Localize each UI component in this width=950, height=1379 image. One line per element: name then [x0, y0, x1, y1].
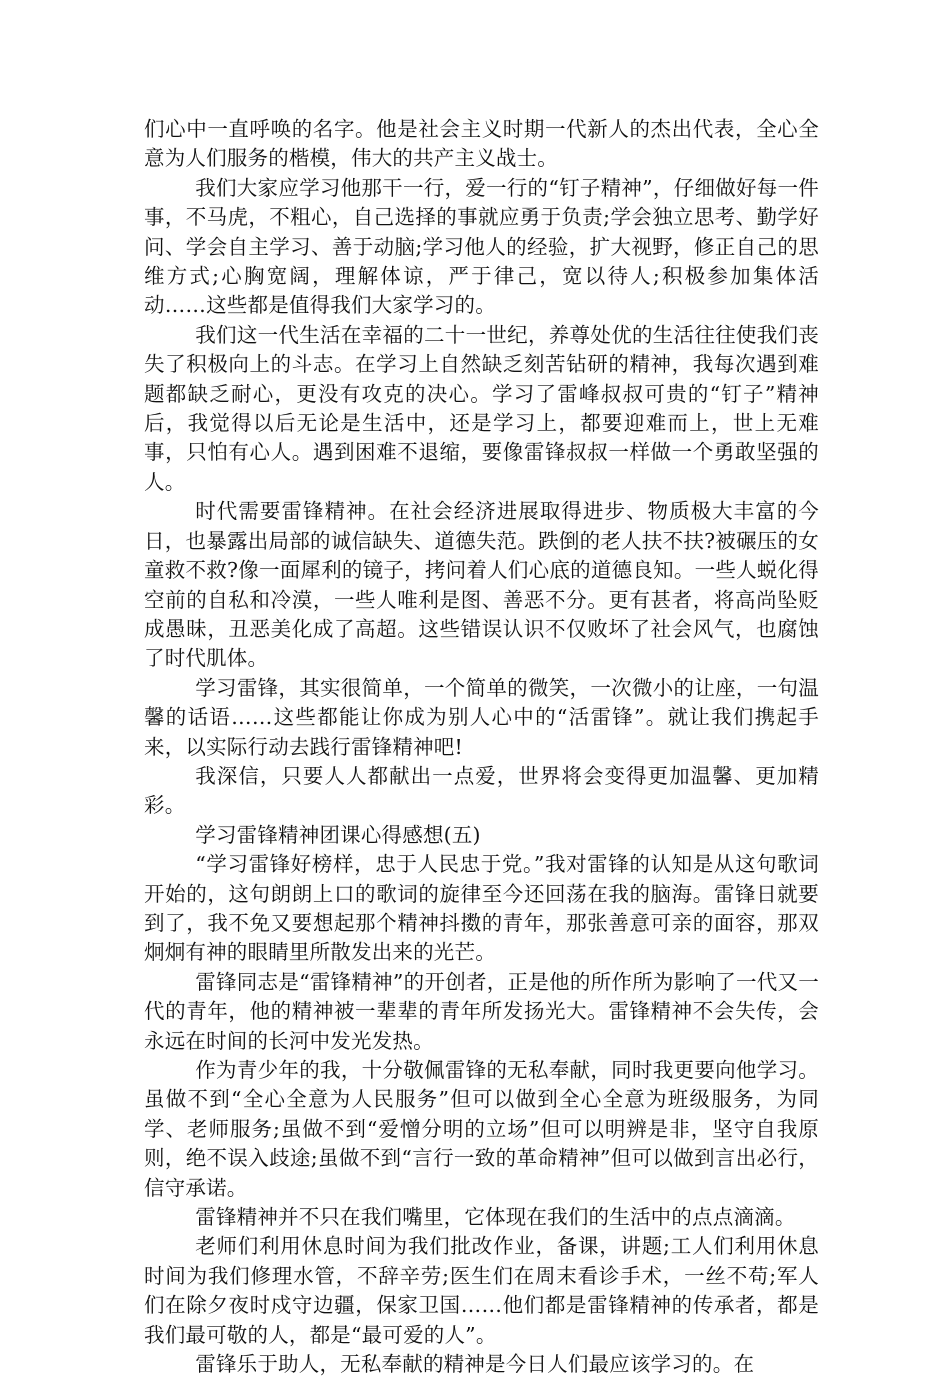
paragraph: 我们大家应学习他那干一行，爱一行的“钉子精神”，仔细做好每一件事，不马虎，不粗心，自己选择的事就应勇于负责;学会独立思考、勤学好问、学会自主学习、善于动脑;学习他人的经验，扩大视野，修正自己的思维方式;心胸宽阔，理解体谅，严于律己，宽以待人;积极参加集体活动……这些都是值得我们大家学习的。	[144, 175, 819, 318]
document-body	[144, 115, 819, 1379]
paragraph: 时代需要雷锋精神。在社会经济进展取得进步、物质极大丰富的今日，也暴露出局部的诚信缺失、道德失范。跌倒的老人扶不扶?被碾压的女童救不救?像一面犀利的镜子，拷问着人们心底的道德良知。一些人蜕化得空前的自私和冷漠，一些人唯利是图、善恶不分。更有甚者，将高尚坠贬成愚昧，丑恶美化成了高超。这些错误认识不仅败坏了社会风气，也腐蚀了时代肌体。	[144, 499, 819, 671]
section-heading: 学习雷锋精神团课心得感想(五)	[195, 822, 481, 847]
paragraph: 我深信，只要人人都献出一点爱，世界将会变得更加温馨、更加精彩。	[144, 763, 819, 818]
paragraph: 雷锋同志是“雷锋精神”的开创者，正是他的所作所为影响了一代又一代的青年，他的精神被一辈辈的青年所发扬光大。雷锋精神不会失传，会永远在时间的长河中发光发热。	[144, 969, 819, 1053]
paragraph: “学习雷锋好榜样，忠于人民忠于党。”我对雷锋的认知是从这句歌词开始的，这句朗朗上口的歌词的旋律至今还回荡在我的脑海。雷锋日就要到了，我不免又要想起那个精神抖擞的青年，那张善意可亲的面容，那双炯炯有神的眼睛里所散发出来的光芒。	[144, 852, 819, 965]
paragraph-continuation: 们心中一直呼唤的名字。他是社会主义时期一代新人的杰出代表，全心全意为人们服务的楷模，伟大的共产主义战士。	[144, 117, 819, 171]
paragraph: 雷锋精神并不只在我们嘴里，它体现在我们的生活中的点点滴滴。	[195, 1205, 796, 1230]
paragraph: 老师们利用休息时间为我们批改作业，备课，讲题;工人们利用休息时间为我们修理水管，不辞辛劳;医生们在周末看诊手术，一丝不苟;军人们在除夕夜时戍守边疆，保家卫国……他们都是雷锋精神的传承者，都是我们最可敬的人，都是“最可爱的人”。	[144, 1234, 819, 1347]
paragraph: 雷锋乐于助人，无私奉献的精神是今日人们最应该学习的。在	[195, 1352, 755, 1377]
paragraph: 作为青少年的我，十分敬佩雷锋的无私奉献，同时我更要向他学习。虽做不到“全心全意为人民服务”但可以做到全心全意为班级服务，为同学、老师服务;虽做不到“爱憎分明的立场”但可以明辨是非，坚守自我原则，绝不误入歧途;虽做不到“言行一致的革命精神”但可以做到言出必行，信守承诺。	[144, 1058, 819, 1200]
paragraph: 我们这一代生活在幸福的二十一世纪，养尊处优的生活往往使我们丧失了积极向上的斗志。在学习上自然缺乏刻苦钻研的精神，我每次遇到难题都缺乏耐心，更没有攻克的决心。学习了雷峰叔叔可贵的“钉子”精神后，我觉得以后无论是生活中，还是学习上，都要迎难而上，世上无难事，只怕有心人。遇到困难不退缩，要像雷锋叔叔一样做一个勇敢坚强的人。	[144, 322, 819, 494]
paragraph: 学习雷锋，其实很简单，一个简单的微笑，一次微小的让座，一句温馨的话语……这些都能让你成为别人心中的“活雷锋”。就让我们携起手来，以实际行动去践行雷锋精神吧!	[144, 675, 819, 759]
